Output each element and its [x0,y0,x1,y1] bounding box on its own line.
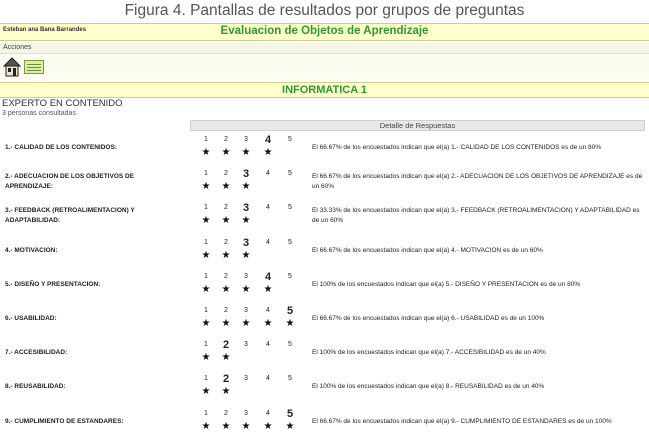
scale-number: 5 [288,238,292,246]
scale-number: 1 [204,375,208,383]
respondent-count: 3 personas consultadas [2,110,76,117]
scale-number: 2 [224,409,228,417]
scale-number: 4 [266,204,270,212]
star-icon: ★ [221,420,231,432]
result-text: El 66.67% de los encuestados indican que el(a) 4.- MOTIVACION es de un 60% [312,246,543,254]
figure-caption: Figura 4. Pantallas de resultados por grupos de preguntas [124,2,525,19]
result-text: El 66.67% de los encuestados indican que el(a) 2.- ADECUACION DE LOS OBJETIVOS DE APRENDIZAJE es de un 60% [312,173,643,191]
scale-number: 2 [222,339,230,352]
star-icon: ★ [221,318,231,329]
star-icon: ★ [241,249,251,261]
scale-number: 1 [204,409,208,417]
star-icon: ★ [263,147,273,158]
star-icon: ★ [221,147,231,158]
scale-number: 4 [266,409,270,417]
star-icon: ★ [221,352,231,364]
star-icon: ★ [241,283,251,295]
scale-number: 2 [222,373,230,386]
scale-number: 3 [242,202,250,215]
evaluator-role: EXPERTO EN CONTENIDO [2,98,123,109]
list-icon[interactable] [24,60,44,74]
result-row [0,336,649,370]
result-text: El 100% de los encuestados indican que el(a) 7.- ACCESIBILIDAD es de un 40% [312,349,546,357]
scale-number: 1 [204,170,208,178]
rating-scale [198,339,298,367]
scale-number: 5 [288,204,292,212]
result-text: El 100% de los encuestados indican que el(a) 5.- DISEÑO Y PRESENTACION es de un 80% [312,280,581,288]
star-icon: ★ [221,283,231,295]
scale-number: 4 [266,170,270,178]
scale-number: 3 [244,409,248,417]
actions-label: Acciones [3,44,32,51]
star-icon: ★ [241,181,251,193]
scale-number: 2 [224,238,228,246]
scale-number: 3 [244,136,248,143]
star-icon: ★ [201,386,211,398]
star-icon: ★ [263,283,273,295]
scale-number: 5 [288,375,292,383]
scale-number: 3 [244,272,248,280]
question-label: 3.- FEEDBACK (RETROALIMENTACION) Y ADAPTABILIDAD: [5,207,135,225]
star-icon: ★ [201,352,211,364]
top-bar [0,23,649,41]
scale-number: 4 [266,341,270,349]
detail-header: Detalle de Respuestas [190,120,645,131]
star-icon: ★ [201,215,211,227]
star-icon: ★ [221,386,231,398]
question-label: 5.- DISEÑO Y PRESENTACION: [5,280,101,288]
star-icon: ★ [263,420,273,432]
result-text: El 66.67% de los encuestados indican que el(a) 9.- CUMPLIMIENTO DE ESTANDARES es de un 100% [312,417,612,425]
star-icon: ★ [221,181,231,193]
scale-number: 4 [266,375,270,383]
scale-number: 1 [204,238,208,246]
scale-number: 5 [288,170,292,178]
scale-number: 4 [266,307,270,314]
question-label: 4.- MOTIVACION: [5,246,58,254]
user-name: Esteban ana Bana Barrandes [3,27,87,33]
star-icon: ★ [241,318,251,329]
result-row [0,234,649,268]
scale-number: 5 [286,305,294,317]
rating-scale [198,168,298,196]
question-label: 1.- CALIDAD DE LOS CONTENIDOS: [5,144,117,151]
star-icon: ★ [201,147,211,158]
actions-bar [0,43,649,54]
result-text: El 66.67% de los encuestados indican que el(a) 1.- CALIDAD DE LOS CONTENIDOS es de un 80% [312,144,602,151]
rating-scale [198,237,298,265]
home-icon[interactable] [3,57,21,77]
scale-number: 2 [224,204,228,212]
question-label: 6.- USABILIDAD: [5,315,57,322]
scale-number: 2 [224,307,228,314]
scale-number: 3 [242,236,250,249]
star-icon: ★ [201,283,211,295]
result-row [0,268,649,302]
scale-number: 1 [204,341,208,349]
rating-scale [198,202,298,230]
star-icon: ★ [221,249,231,261]
star-icon: ★ [285,420,295,432]
scale-number: 3 [242,168,250,181]
scale-number: 2 [224,272,228,280]
scale-number: 4 [264,270,272,283]
section-title: INFORMATICA 1 [0,82,649,98]
question-label: 2.- ADECUACION DE LOS OBJETIVOS DE APRENDIZAJE: [5,173,135,191]
result-text: El 100% de los encuestados indican que el(a) 8.- REUSABILIDAD es de un 40% [312,383,545,391]
scale-number: 2 [224,170,228,178]
result-text: El 66.67% de los encuestados indican que el(a) 6.- USABILIDAD es de un 100% [312,315,545,322]
rating-scale [198,408,298,436]
action-icons [0,54,649,79]
star-icon: ★ [285,318,295,329]
result-row [0,131,649,165]
question-label: 9.- CUMPLIMIENTO DE ESTANDARES: [5,417,124,425]
star-icon: ★ [201,318,211,329]
rating-scale [198,305,298,333]
rating-scale [198,134,298,162]
star-icon: ★ [241,147,251,158]
result-row [0,165,649,199]
scale-number: 2 [224,136,228,143]
scale-number: 1 [204,204,208,212]
rating-scale [198,271,298,299]
scale-number: 4 [266,238,270,246]
scale-number: 1 [204,307,208,314]
star-icon: ★ [221,215,231,227]
star-icon: ★ [201,249,211,261]
result-row [0,302,649,336]
result-text: El 33.33% de los encuestados indican que el(a) 3.- FEEDBACK (RETROALIMENTACION) Y ADAPTABILIDAD es de un 60% [312,207,640,225]
result-row [0,405,649,436]
result-row [0,199,649,233]
star-icon: ★ [241,215,251,227]
scale-number: 5 [288,341,292,349]
star-icon: ★ [201,420,211,432]
scale-number: 4 [264,134,272,146]
scale-number: 1 [204,136,208,143]
star-icon: ★ [201,181,211,193]
star-icon: ★ [263,318,273,329]
app-title: Evaluacion de Objetos de Aprendizaje [220,25,429,37]
scale-number: 3 [244,341,248,349]
scale-number: 3 [244,375,248,383]
scale-number: 5 [286,407,294,420]
rating-scale [198,373,298,401]
scale-number: 3 [244,307,248,314]
scale-number: 5 [288,272,292,280]
question-label: 8.- REUSABILIDAD: [5,383,66,391]
result-row [0,370,649,404]
star-icon: ★ [241,420,251,432]
scale-number: 1 [204,272,208,280]
scale-number: 5 [288,136,292,143]
question-label: 7.- ACCESIBILIDAD: [5,349,68,357]
